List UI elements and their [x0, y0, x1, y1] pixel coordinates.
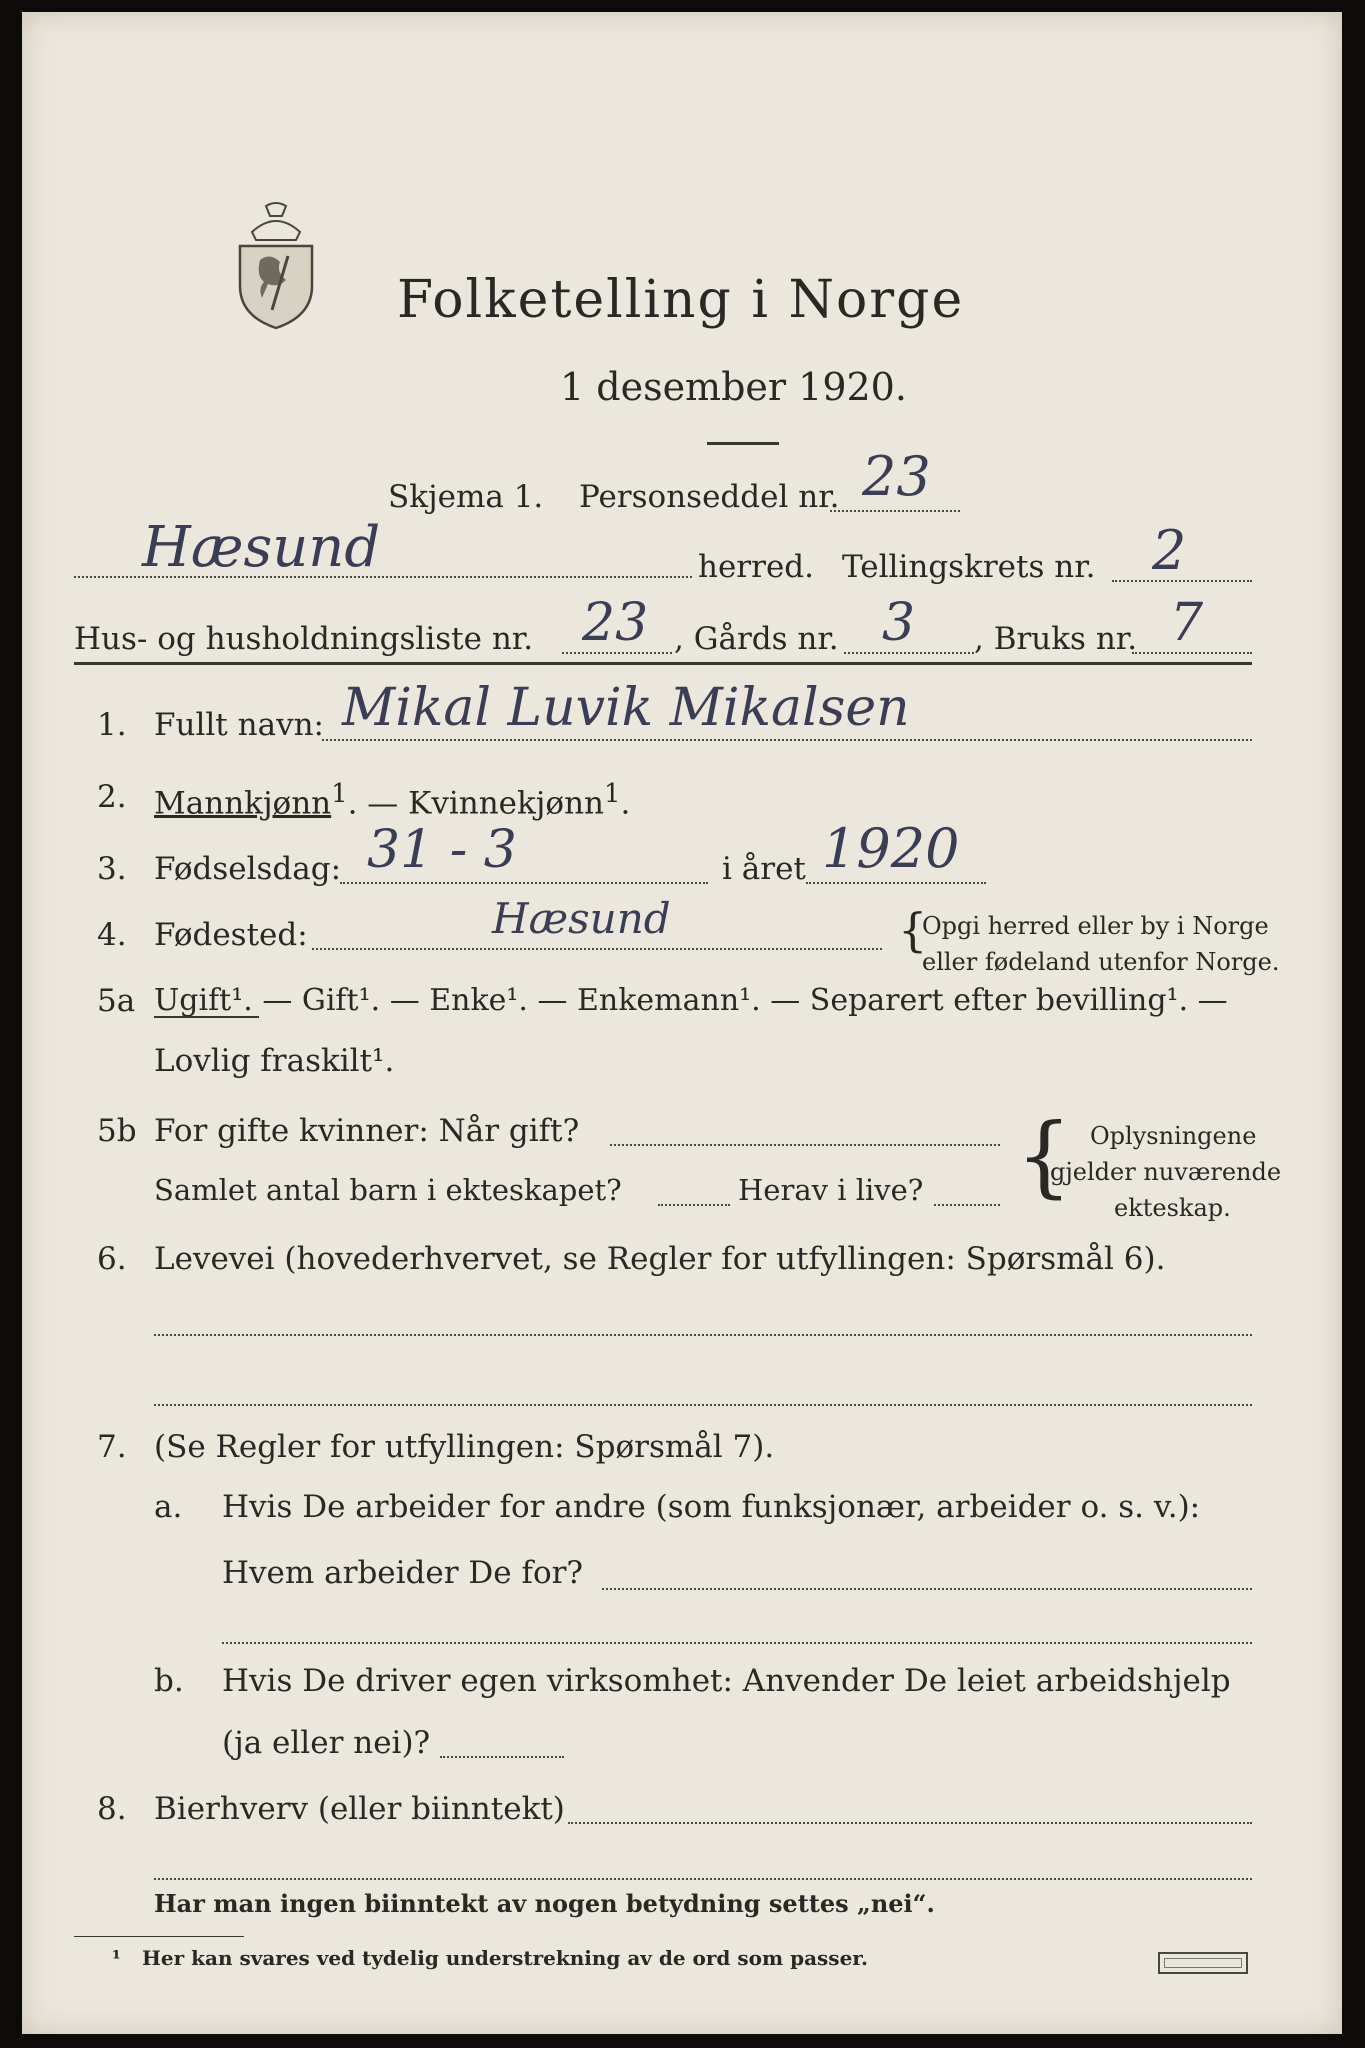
footnote-text: Her kan svares ved tydelig understrekning av de ord som passer.: [142, 1946, 868, 1970]
q3-line: [340, 882, 708, 884]
q4-line: [312, 948, 882, 950]
title-divider: [707, 442, 779, 445]
tellingskrets-label: Tellingskrets nr.: [842, 549, 1096, 585]
q1-number: 1.: [97, 707, 127, 743]
q3-label: Fødselsdag:: [154, 851, 342, 887]
q5a-text: Ugift¹. — Gift¹. — Enke¹. — Enkemann¹. — Separert efter bevilling¹. —: [154, 983, 1228, 1018]
q3-year-value: 1920: [822, 817, 960, 880]
q3-year-line: [806, 882, 986, 884]
footnote-rule: [74, 1936, 244, 1937]
q4-number: 4.: [97, 917, 127, 953]
hus-value: 23: [582, 593, 649, 653]
q8-label: Bierhverv (eller biinntekt): [154, 1791, 565, 1827]
coat-of-arms-icon: [230, 200, 322, 330]
q4-note-1: Opgi herred eller by i Norge: [922, 912, 1269, 940]
q5b-note-1: Oplysningene: [1090, 1122, 1257, 1150]
bruks-value: 7: [1170, 593, 1204, 653]
personseddel-line: [830, 510, 960, 512]
q6-line-2: [154, 1404, 1252, 1406]
printer-stamp-icon: [1158, 1952, 1248, 1974]
q1-line: [322, 739, 1252, 741]
q1-value: Mikal Luvik Mikalsen: [342, 678, 910, 738]
q7b-question: (ja eller nei)?: [222, 1725, 431, 1761]
q6-text: Levevei (hovederhvervet, se Regler for utfyllingen: Spørsmål 6).: [154, 1241, 1166, 1277]
q5b-line-1: [610, 1144, 1000, 1146]
q5b-number: 5b: [97, 1113, 137, 1149]
gards-value: 3: [882, 593, 916, 653]
q3-year-label: i året: [722, 851, 806, 887]
q6-number: 6.: [97, 1241, 127, 1277]
census-form-page: [22, 12, 1342, 2034]
q4-brace: {: [898, 903, 928, 957]
q3-value: 31 - 3: [367, 820, 517, 880]
q4-value: Hæsund: [492, 894, 671, 943]
q7b-number: b.: [154, 1663, 184, 1699]
q7a-line-1: [602, 1588, 1252, 1590]
footer-note: Har man ingen biinntekt av nogen betydning settes „nei“.: [154, 1889, 935, 1918]
gards-label: , Gårds nr.: [674, 621, 839, 657]
bruks-label: , Bruks nr.: [974, 621, 1138, 657]
header-rule: [74, 662, 1252, 665]
q5b-line-3: [934, 1204, 1000, 1206]
q5a-ugift-underline: [154, 1016, 259, 1018]
personseddel-label: Personseddel nr.: [579, 479, 840, 515]
q8-line-1: [568, 1822, 1252, 1824]
q2-text: Mannkjønn$^1$. — Kvinnekjønn$^1$.: [154, 779, 631, 822]
q1-label: Fullt navn:: [154, 707, 324, 743]
q2-number: 2.: [97, 779, 127, 815]
q5b-line-2: [658, 1204, 730, 1206]
q5b-label-2: Samlet antal barn i ekteskapet?: [154, 1173, 622, 1207]
skjema-label: Skjema 1.: [388, 479, 544, 515]
q7a-number: a.: [154, 1489, 183, 1525]
q3-number: 3.: [97, 851, 127, 887]
q4-label: Fødested:: [154, 917, 308, 953]
herred-value: Hæsund: [142, 515, 381, 580]
q5b-label-3: Herav i live?: [738, 1173, 924, 1207]
hus-label: Hus- og husholdningsliste nr.: [74, 621, 534, 657]
q7a-text: Hvis De arbeider for andre (som funksjonær, arbeider o. s. v.):: [222, 1489, 1201, 1525]
q8-line-2: [154, 1878, 1252, 1880]
form-date: 1 desember 1920.: [560, 365, 907, 409]
q7a-line-2: [222, 1642, 1252, 1644]
q7-text: (Se Regler for utfyllingen: Spørsmål 7).: [154, 1429, 775, 1465]
q5a-text-2: Lovlig fraskilt¹.: [154, 1043, 395, 1079]
herred-label: herred.: [698, 549, 814, 585]
q8-number: 8.: [97, 1791, 127, 1827]
q5b-label-1: For gifte kvinner: Når gift?: [154, 1113, 580, 1149]
q7b-text: Hvis De driver egen virksomhet: Anvender De leiet arbeidshjelp: [222, 1663, 1231, 1699]
q7a-question: Hvem arbeider De for?: [222, 1555, 584, 1591]
q5b-brace: {: [1016, 1104, 1072, 1207]
q2-female: Kvinnekjønn: [408, 785, 605, 822]
q7-number: 7.: [97, 1429, 127, 1465]
q6-line-1: [154, 1334, 1252, 1336]
personseddel-value: 23: [862, 445, 931, 508]
q4-note-2: eller fødeland utenfor Norge.: [922, 948, 1280, 976]
q7b-line: [440, 1756, 564, 1758]
q5b-note-3: ekteskap.: [1114, 1194, 1231, 1222]
tellingskrets-value: 2: [1152, 519, 1187, 582]
footnote-mark: ¹: [112, 1946, 121, 1970]
q5b-note-2: gjelder nuværende: [1050, 1158, 1282, 1186]
form-title: Folketelling i Norge: [397, 270, 965, 330]
q2-male: Mannkjønn: [154, 785, 332, 822]
q5a-number: 5a: [97, 983, 136, 1019]
